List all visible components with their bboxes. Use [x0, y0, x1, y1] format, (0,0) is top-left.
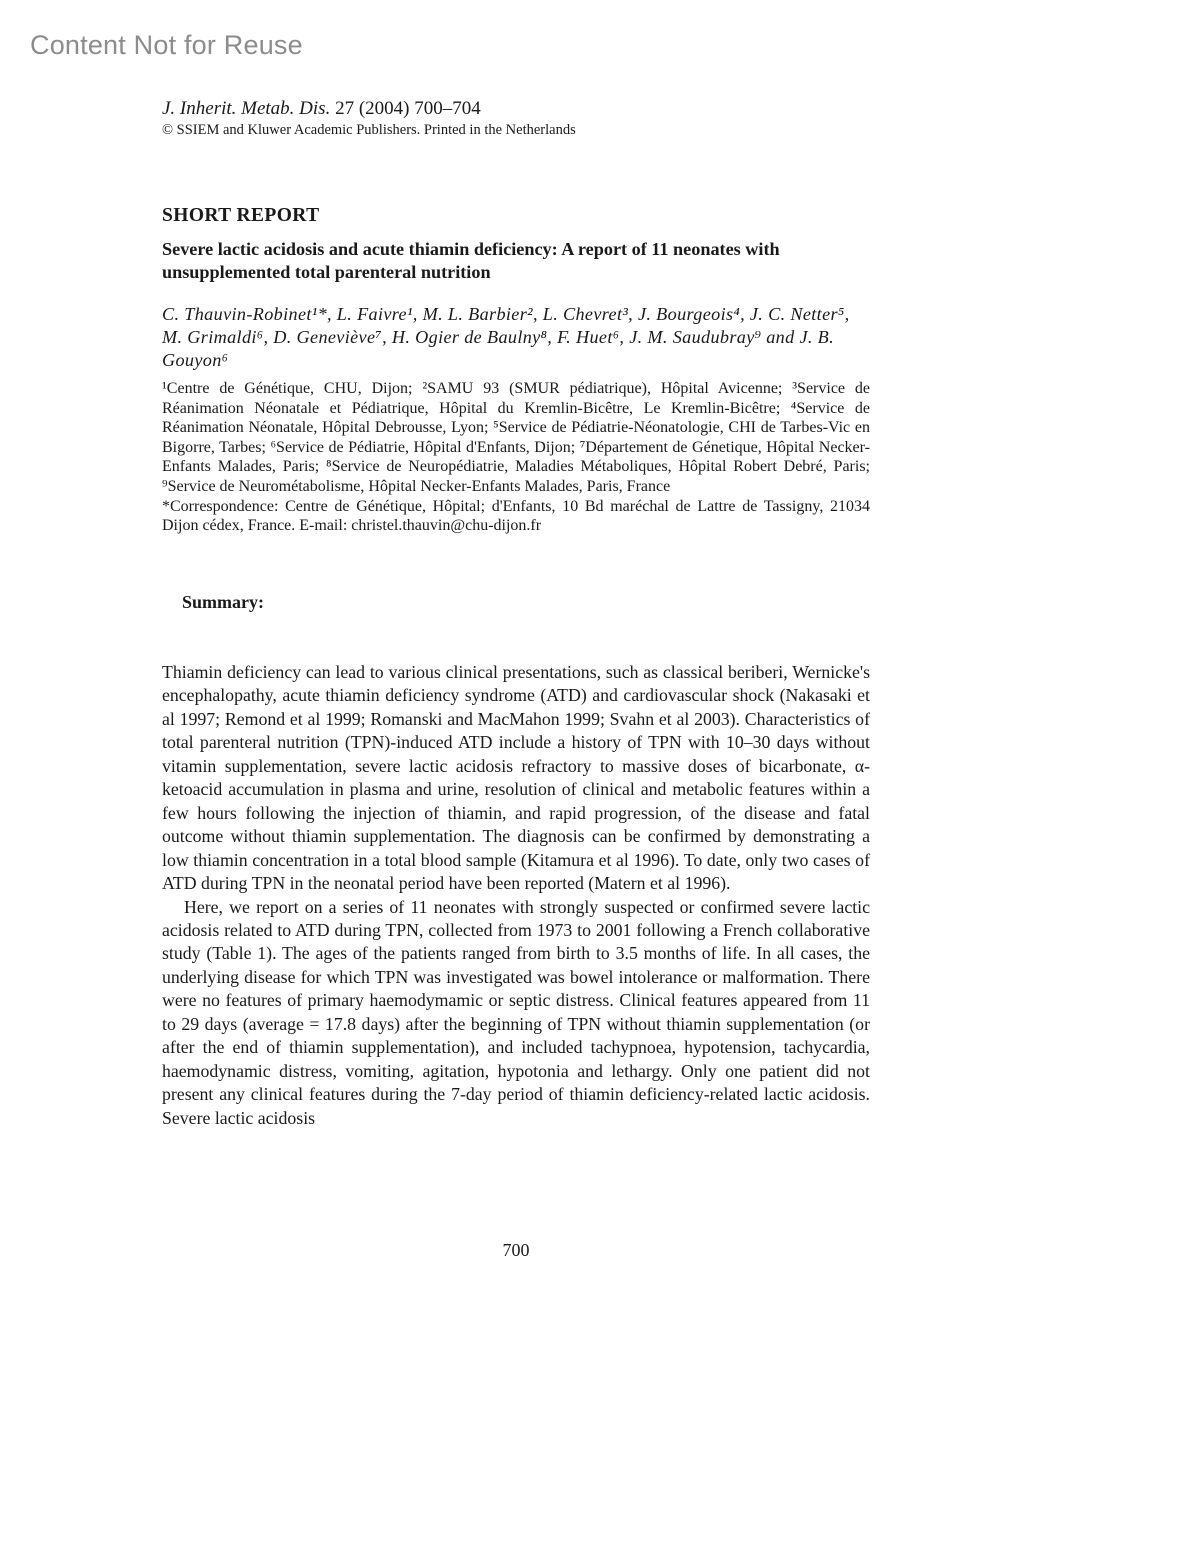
body-paragraph: Here, we report on a series of 11 neonates with strongly suspected or confirmed severe lactic acidosis related to ATD during TPN, collected from 1973 to 2001 following a French collaborative study (Table 1). The ages of the patients ranged from birth to 3.5 months of life. In all cases, the underlying disease for which TPN was investigated was bowel intolerance or malformation. There were no features of primary haemodymamic or septic distress. Clinical features appeared from 11 to 29 days (average = 17.8 days) after the beginning of TPN without thiamin supplementation (or after the end of thiamin supplementation), and included tachypnoea, hypotension, tachycardia, haemodynamic distress, vomiting, agitation, hypotonia and lethargy. Only one patient did not present any clinical features during the 7-day period of thiamin deficiency-related lactic acidosis. Severe lactic acidosis: [162, 896, 870, 1128]
copyright-line: © SSIEM and Kluwer Academic Publishers. Printed in the Netherlands: [162, 122, 576, 138]
page-number: 700: [502, 1240, 530, 1260]
section-label: SHORT REPORT: [162, 205, 320, 226]
journal-name: J. Inherit. Metab. Dis.: [162, 98, 331, 119]
journal-citation: [162, 98, 481, 120]
affiliations-block: [162, 379, 870, 536]
body-paragraph: Thiamin deficiency can lead to various clinical presentations, such as classical beriberi, Wernicke's encephalopathy, acute thiamin deficiency syndrome (ATD) and cardiovascular shock (Nakasaki et al 1997; Remond et al 1999; Romanski and MacMahon 1999; Svahn et al 2003). Characteristics of total parenteral nutrition (TPN)-induced ATD include a history of TPN with 10–30 days without vitamin supplementation, severe lactic acidosis refractory to massive doses of bicarbonate, α-ketoacid accumulation in plasma and urine, resolution of clinical and metabolic features within a few hours following the injection of thiamin, and rapid progression, of the disease and fatal outcome without thiamin supplementation. The diagnosis can be confirmed by demonstrating a low thiamin concentration in a total blood sample (Kitamura et al 1996). To date, only two cases of ATD during TPN in the neonatal period have been reported (Matern et al 1996).: [162, 662, 870, 894]
watermark-text: Content Not for Reuse: [30, 30, 303, 60]
journal-volume: 27 (2004) 700–704: [335, 98, 481, 119]
summary-body: [162, 661, 870, 1130]
author-list: C. Thauvin-Robinet¹*, L. Faivre¹, M. L. Barbier², L. Chevret³, J. Bourgeois⁴, J. C. Netter⁵, M. Grimaldi⁶, D. Geneviève⁷, H. Ogier de Baulny⁸, F. Huet⁶, J. M. Saudubray⁹ and J. B. Gouyon⁶: [162, 304, 850, 370]
affiliation-list: ¹Centre de Génétique, CHU, Dijon; ²SAMU 93 (SMUR pédiatrique), Hôpital Avicenne; ³Service de Réanimation Néonatale et Pédiatrique, Hôpital du Kremlin-Bicêtre, Le Kremlin-Bicêtre; ⁴Service de Réanimation Néonatale, Hôpital Debrousse, Lyon; ⁵Service de Pédiatrie-Néonatologie, CHI de Tarbes-Vic en Bigorre, Tarbes; ⁶Service de Pédiatrie, Hôpital d'Enfants, Dijon; ⁷Département de Génetique, Hôpital Necker-Enfants Malades, Paris; ⁸Service de Neuropédiatrie, Maladies Métaboliques, Hôpital Robert Debré, Paris; ⁹Service de Neurométabolisme, Hôpital Necker-Enfants Malades, Paris, France: [162, 380, 870, 495]
correspondence-line: *Correspondence: Centre de Génétique, Hôpital; d'Enfants, 10 Bd maréchal de Lattre de Tassigny, 21034 Dijon cédex, France. E-mail: christel.thauvin@chu-dijon.fr: [162, 497, 870, 535]
article-title: Severe lactic acidosis and acute thiamin deficiency: A report of 11 neonates with unsupplemented total parenteral nutrition: [162, 239, 780, 282]
summary-heading: Summary:: [182, 592, 264, 612]
